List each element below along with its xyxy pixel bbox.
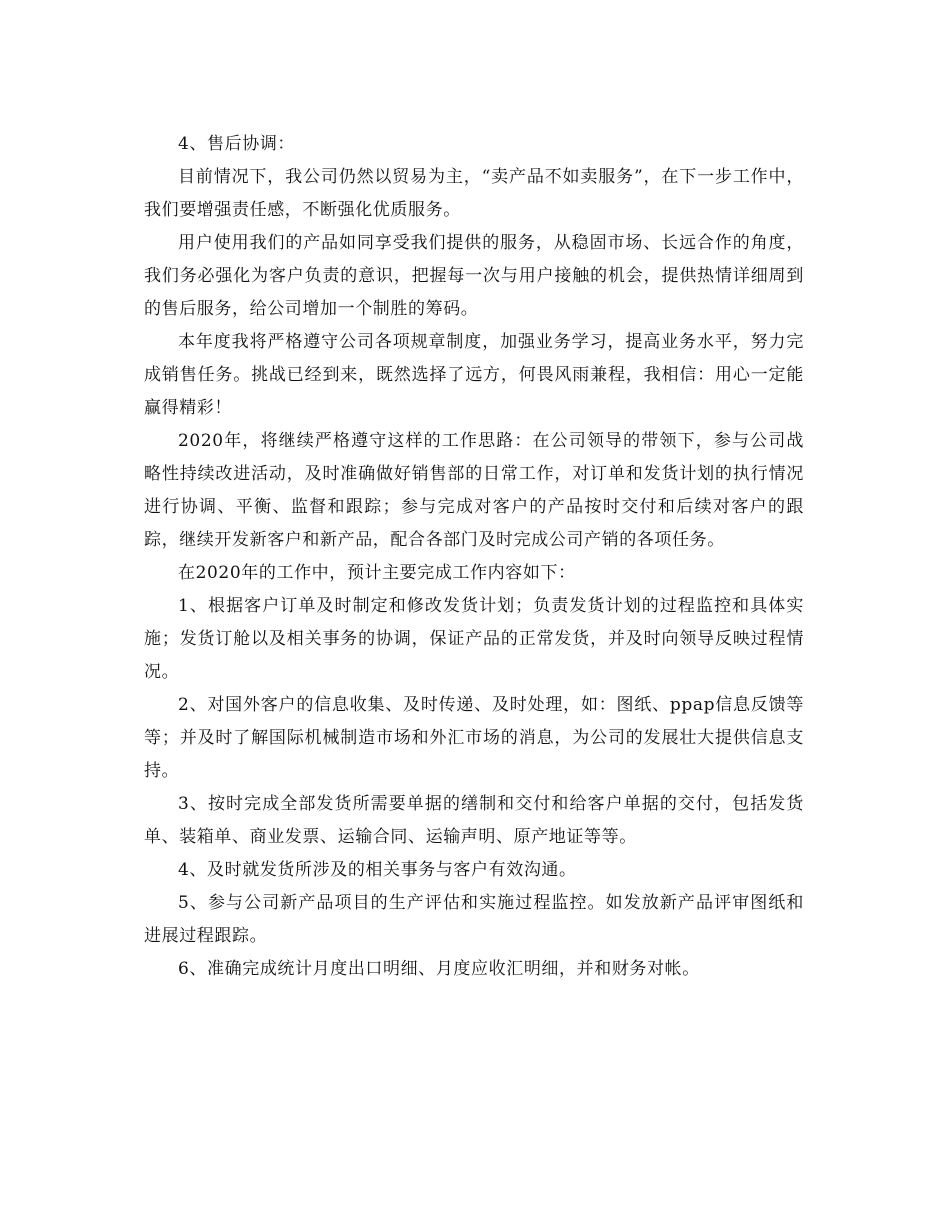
list-item-3: 3、按时完成全部发货所需要单据的缮制和交付和给客户单据的交付，包括发货单、装箱单、商业发票、运输合同、运输声明、原产地证等等。: [144, 794, 804, 847]
paragraph-2020-approach: 2020年，将继续严格遵守这样的工作思路：在公司领导的带领下，参与公司战略性持续改进活动，及时准确做好销售部的日常工作，对订单和发货计划的执行情况进行协调、平衡、监督和跟踪；参与完成对客户的产品按时交付和后续对客户的跟踪，继续开发新客户和新产品，配合各部门及时完成公司产销的各项任务。: [144, 431, 804, 550]
paragraph-current-situation: 目前情况下，我公司仍然以贸易为主，“卖产品不如卖服务”，在下一步工作中，我们要增强责任感，不断强化优质服务。: [144, 167, 804, 220]
paragraph-after-sales-heading: 4、售后协调：: [178, 134, 296, 154]
list-item-6: 6、准确完成统计月度出口明细、月度应收汇明细，并和财务对帐。: [178, 959, 700, 979]
paragraph-annual-commitment: 本年度我将严格遵守公司各项规章制度，加强业务学习，提高业务水平，努力完成销售任务。挑战已经到来，既然选择了远方，何畏风雨兼程，我相信：用心一定能赢得精彩！: [144, 332, 804, 418]
list-item-5: 5、参与公司新产品项目的生产评估和实施过程监控。如发放新产品评审图纸和进展过程跟踪。: [144, 893, 804, 946]
paragraph-2020-plan-intro: 在2020年的工作中，预计主要完成工作内容如下：: [178, 563, 576, 583]
document-body: [144, 128, 804, 986]
paragraph-user-service: 用户使用我们的产品如同享受我们提供的服务，从稳固市场、长远合作的角度，我们务必强化为客户负责的意识，把握每一次与用户接触的机会，提供热情详细周到的售后服务，给公司增加一个制胜的筹码。: [144, 233, 804, 319]
list-item-2: 2、对国外客户的信息收集、及时传递、及时处理，如：图纸、ppap信息反馈等等；并及时了解国际机械制造市场和外汇市场的消息，为公司的发展壮大提供信息支持。: [144, 695, 804, 781]
list-item-1: 1、根据客户订单及时制定和修改发货计划；负责发货计划的过程监控和具体实施；发货订舱以及相关事务的协调，保证产品的正常发货，并及时向领导反映过程情况。: [144, 596, 804, 682]
list-item-4: 4、及时就发货所涉及的相关事务与客户有效沟通。: [178, 860, 577, 880]
